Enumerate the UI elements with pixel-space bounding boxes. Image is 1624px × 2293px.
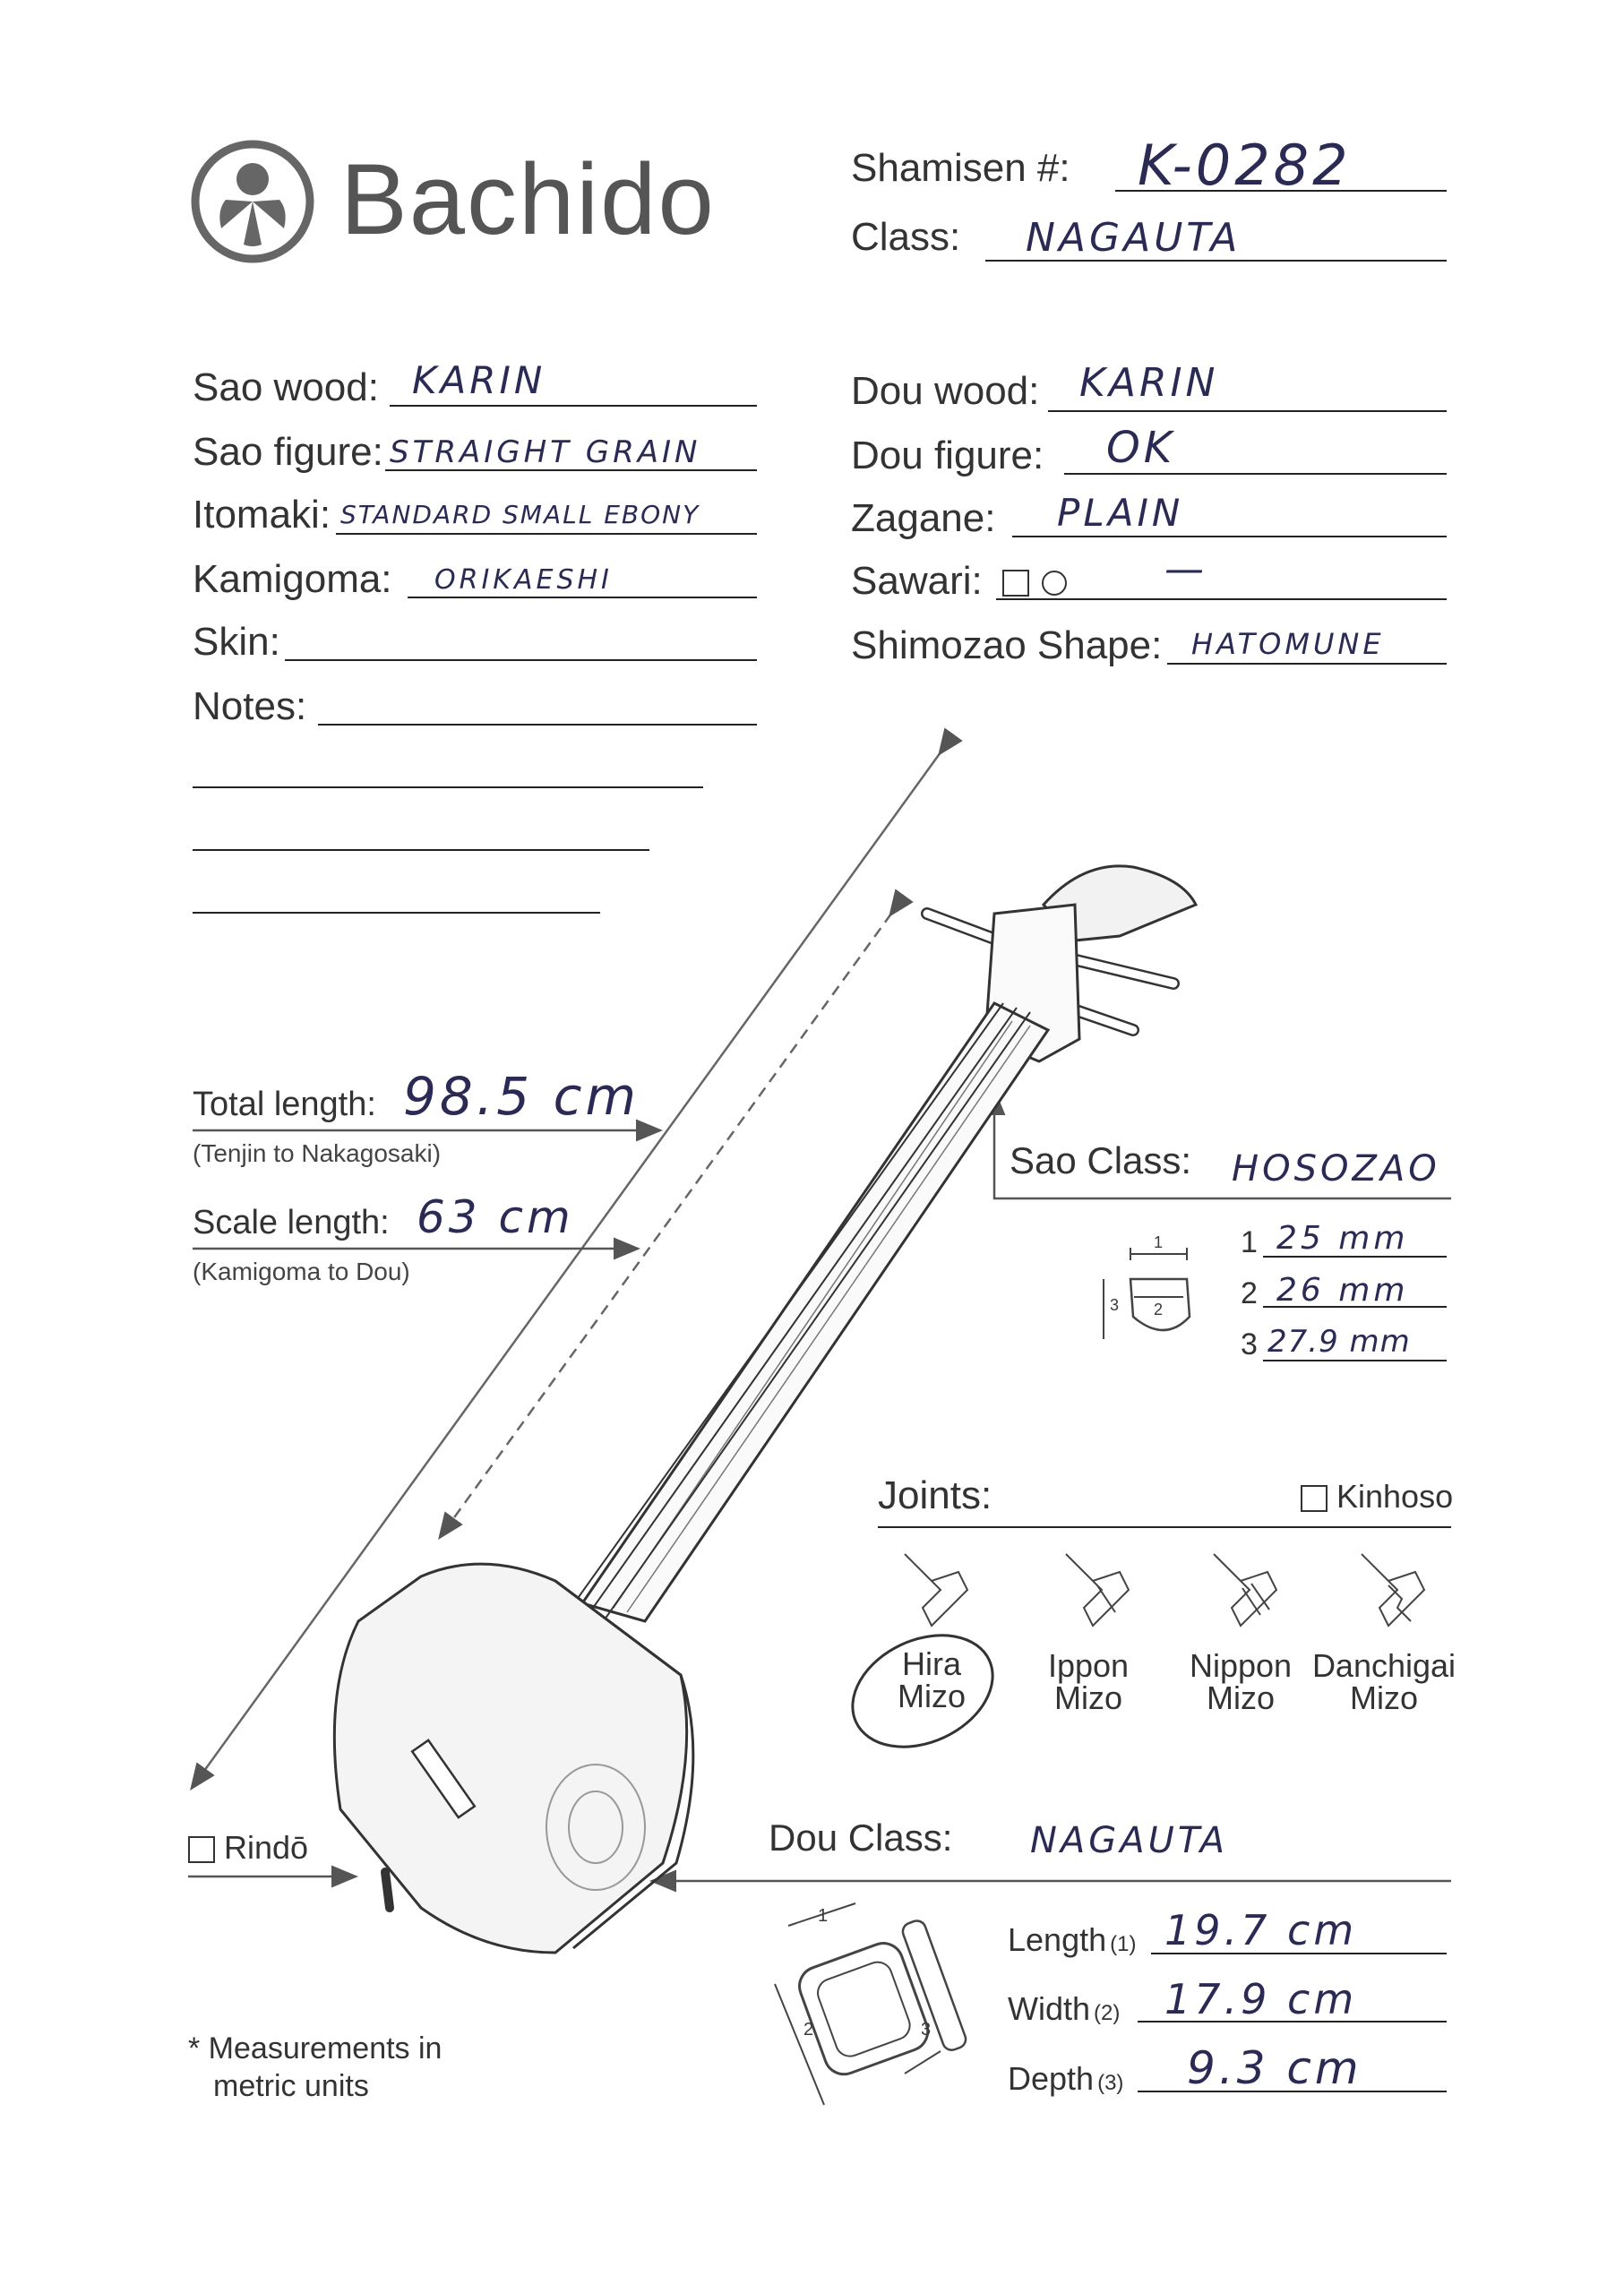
dou-width-label (1008, 1990, 1120, 2028)
shamisen-number-label: Shamisen #: (851, 146, 1070, 190)
sao-measure-3-value: 27.9 mm (1267, 1324, 1411, 1360)
skin-label: Skin: (193, 620, 280, 664)
shamisen-number-value: K-0282 (1138, 133, 1352, 198)
dou-width-index: (2) (1094, 2001, 1121, 2025)
class-label: Class: (851, 215, 961, 259)
dou-figure-value: OK (1106, 423, 1176, 473)
itomaki-value: STANDARD SMALL EBONY (340, 500, 700, 529)
dou-length-label (1008, 1921, 1136, 1959)
dou-depth-label (1008, 2060, 1123, 2098)
kamigoma-value: ORIKAESHI (434, 564, 613, 596)
shimozao-shape-value: HATOMUNE (1191, 627, 1385, 661)
joint-option-hira-line1: Hira (901, 1645, 961, 1682)
kamigoma-label: Kamigoma: (193, 557, 392, 601)
itomaki-label: Itomaki: (193, 493, 331, 537)
joint-option-danchigai-line2: Mizo (1349, 1679, 1418, 1716)
joint-option-ippon-line1: Ippon (1047, 1647, 1130, 1684)
sao-wood-label: Sao wood: (193, 365, 379, 409)
footnote-line-2: metric units (213, 2069, 369, 2103)
sao-measure-3-label: 3 (1241, 1327, 1258, 1361)
joints-label: Joints: (878, 1473, 992, 1517)
dou-class-value: NAGAUTA (1030, 1820, 1229, 1861)
brand-name: Bachido (340, 143, 716, 255)
dou-diagram-2: 2 (803, 2020, 814, 2040)
zagane-label: Zagane: (851, 496, 996, 540)
dou-depth-value: 9.3 cm (1187, 2042, 1362, 2094)
rindo-label: Rindō (224, 1829, 309, 1866)
sao-class-value: HOSOZAO (1232, 1148, 1440, 1189)
dou-width-value: 17.9 cm (1164, 1975, 1358, 2023)
total-length-note: (Tenjin to Nakagosaki) (193, 1139, 442, 1167)
dou-depth-line (1138, 2091, 1447, 2092)
total-length-value: 98.5 cm (403, 1066, 640, 1127)
scale-length-value: 63 cm (417, 1191, 574, 1243)
sawari-value: — (1164, 546, 1207, 592)
dou-wood-label: Dou wood: (851, 369, 1040, 413)
class-value: NAGAUTA (1026, 215, 1242, 261)
sao-diagram-3: 3 (1110, 1296, 1120, 1314)
joint-option-ippon-line2: Mizo (1053, 1679, 1122, 1716)
dou-length-index: (1) (1110, 1932, 1137, 1956)
sao-figure-value: STRAIGHT GRAIN (390, 434, 701, 470)
scale-length-label: Scale length: (193, 1204, 390, 1241)
total-length-label: Total length: (193, 1086, 376, 1123)
dou-diagram-3: 3 (921, 2020, 932, 2040)
sao-diagram-1: 1 (1154, 1233, 1164, 1251)
sao-diagram-2: 2 (1154, 1301, 1164, 1318)
sawari-label-text: Sawari: (851, 559, 983, 603)
joint-option-nippon-line2: Mizo (1206, 1679, 1275, 1716)
dou-wood-value: KARIN (1079, 360, 1219, 406)
sao-measure-1-value: 25 mm (1276, 1220, 1409, 1257)
dou-length-value: 19.7 cm (1164, 1906, 1358, 1954)
sao-figure-label: Sao figure: (193, 430, 383, 474)
dou-length-line (1151, 1953, 1447, 1954)
dou-diagram-1: 1 (818, 1906, 829, 1926)
sao-measure-1-label: 1 (1241, 1225, 1258, 1259)
sao-measure-2-value: 26 mm (1276, 1272, 1409, 1309)
joint-option-nippon-line1: Nippon (1189, 1647, 1293, 1684)
dou-figure-label: Dou figure: (851, 434, 1044, 477)
dou-depth-label-text: Depth (1008, 2060, 1095, 2097)
joint-option-danchigai-line1: Danchigai (1311, 1647, 1456, 1684)
dou-width-line (1138, 2021, 1447, 2022)
dou-depth-index: (3) (1097, 2071, 1124, 2095)
footnote-line-1: * Measurements in (188, 2031, 443, 2065)
kinhoso-label: Kinhoso (1336, 1478, 1454, 1515)
sao-measure-2-label: 2 (1241, 1276, 1258, 1310)
scale-length-note: (Kamigoma to Dou) (193, 1258, 410, 1285)
zagane-value: PLAIN (1057, 491, 1184, 535)
dou-class-label: Dou Class: (769, 1816, 953, 1859)
dou-width-label-text: Width (1008, 1990, 1091, 2027)
sao-class-label: Sao Class: (1010, 1139, 1192, 1181)
joint-option-hira-line2: Mizo (897, 1678, 966, 1714)
sao-wood-value: KARIN (412, 358, 546, 402)
shimozao-shape-label: Shimozao Shape: (851, 623, 1163, 667)
notes-label: Notes: (193, 684, 307, 728)
dou-length-label-text: Length (1008, 1921, 1107, 1958)
